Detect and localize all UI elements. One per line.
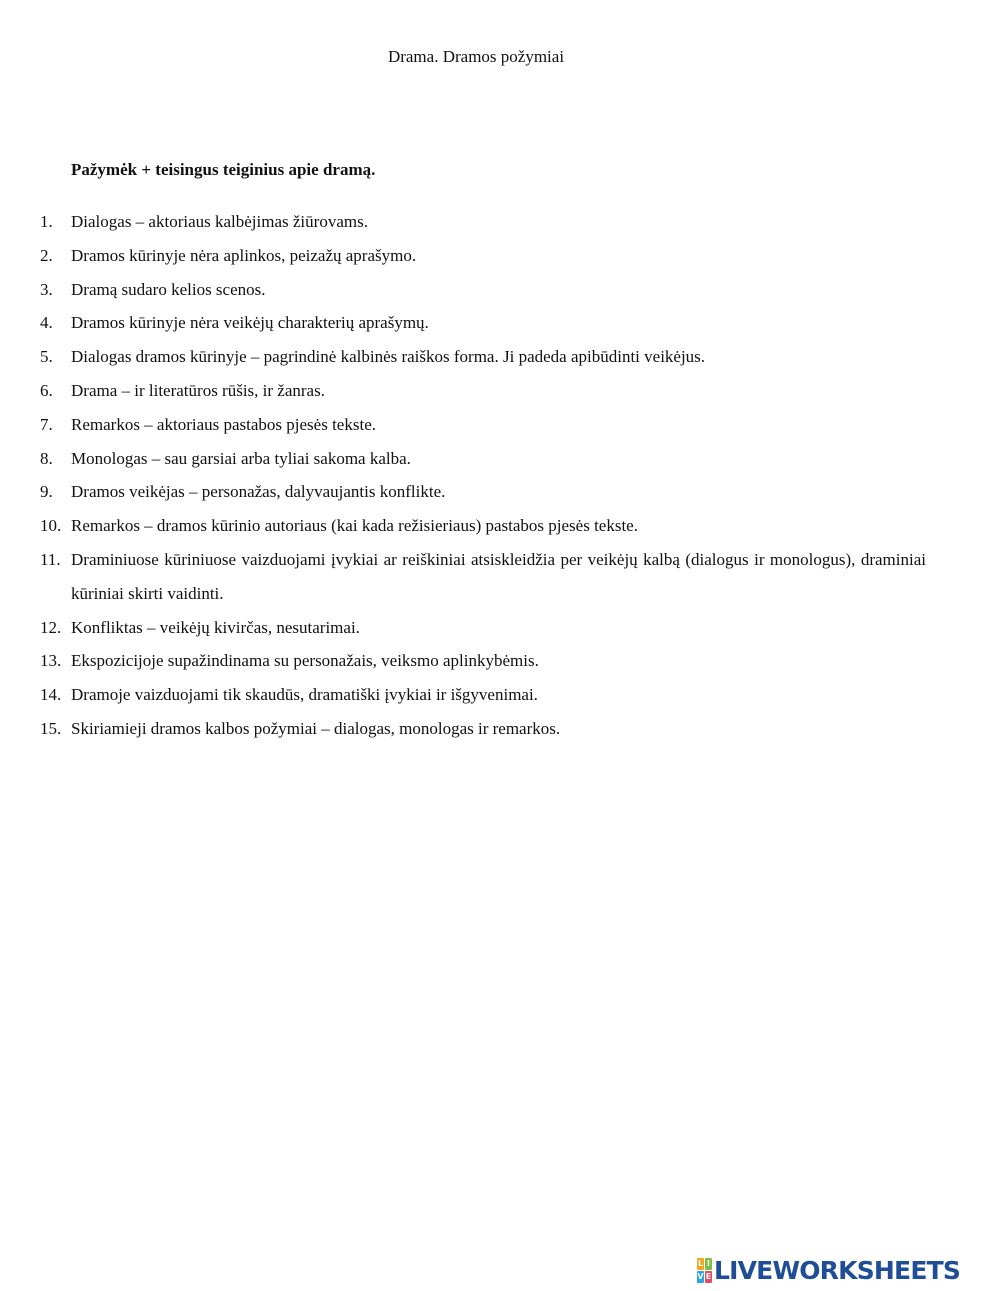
- statement-item: [40, 408, 926, 442]
- statement-number: 11.: [40, 549, 61, 569]
- statement-item: [40, 239, 926, 273]
- statement-number: 10.: [40, 516, 62, 536]
- statement-number: 6.: [40, 380, 53, 400]
- statement-number: 14.: [40, 685, 62, 705]
- statement-list: [40, 205, 926, 746]
- statement-number: 5.: [40, 347, 53, 367]
- statement-number: 1.: [40, 212, 53, 231]
- logo-block: E: [705, 1272, 712, 1281]
- logo-block: I: [705, 1258, 712, 1270]
- statement-text: Monologas – sau garsiai arba tyliai sakoma kalba.: [71, 448, 411, 468]
- statement-number: 13.: [40, 651, 62, 671]
- logo-block: V: [697, 1272, 704, 1281]
- statement-item: [40, 509, 926, 543]
- statement-item: [40, 442, 926, 476]
- statement-text: Dialogas dramos kūrinyje – pagrindinė kalbinės raiškos forma. Ji padeda apibūdinti veikėjus.: [71, 347, 706, 367]
- statement-text: Drama – ir literatūros rūšis, ir žanras.: [71, 380, 325, 400]
- logo-block: L: [697, 1259, 704, 1268]
- statement-number: 2.: [40, 245, 53, 265]
- statement-text: Ekspozicijoje supažindinama su personažais, veiksmo aplinkybėmis.: [71, 651, 539, 671]
- statement-number: 15.: [40, 718, 62, 738]
- statement-text: Dramą sudaro kelios scenos.: [71, 279, 266, 299]
- logo-icon: [697, 1258, 712, 1283]
- statement-text: Remarkos – aktoriaus pastabos pjesės tekste.: [71, 414, 376, 434]
- statement-item: [40, 374, 926, 408]
- statement-item: [40, 712, 926, 746]
- statement-number: 3.: [40, 279, 53, 299]
- statement-number: 7.: [40, 414, 53, 434]
- statement-item: [40, 475, 926, 509]
- document-title: Drama. Dramos požymiai: [387, 47, 565, 66]
- statement-text: Dialogas – aktoriaus kalbėjimas žiūrovams.: [71, 212, 368, 231]
- statement-item: [40, 644, 926, 678]
- statement-text: Konfliktas – veikėjų kivirčas, nesutarimai.: [71, 617, 360, 637]
- statement-text: Remarkos – dramos kūrinio autoriaus (kai kada režisieriaus) pastabos pjesės tekste.: [71, 516, 638, 536]
- statement-text: Draminiuose kūriniuose vaizduojami įvykiai ar reiškiniai atsiskleidžia per veikėjų kalbą (dialogus ir monologus), draminiai kūriniai skirti vaidinti.: [71, 549, 926, 603]
- statement-item: [40, 306, 926, 340]
- statement-text: Dramos veikėjas – personažas, dalyvaujantis konflikte.: [71, 482, 446, 502]
- statement-item: [40, 543, 926, 611]
- statement-number: 8.: [40, 448, 53, 468]
- instruction-text: Pažymėk + teisingus teiginius apie dramą.: [71, 160, 376, 179]
- statement-text: Dramos kūrinyje nėra aplinkos, peizažų aprašymo.: [71, 245, 417, 265]
- statement-item: [40, 273, 926, 307]
- statement-item: [40, 340, 926, 374]
- logo-text: LIVEWORKSHEETS: [714, 1255, 961, 1285]
- liveworksheets-logo: [697, 1254, 960, 1286]
- statement-text: Dramos kūrinyje nėra veikėjų charakterių aprašymų.: [71, 313, 429, 333]
- statement-number: 9.: [40, 482, 53, 502]
- statement-number: 12.: [40, 617, 62, 637]
- statement-item: [40, 205, 926, 239]
- statement-item: [40, 611, 926, 645]
- statement-number: 4.: [40, 313, 53, 333]
- statement-text: Skiriamieji dramos kalbos požymiai – dialogas, monologas ir remarkos.: [71, 718, 561, 738]
- statement-text: Dramoje vaizduojami tik skaudūs, dramatiški įvykiai ir išgyvenimai.: [71, 685, 538, 705]
- statement-item: [40, 678, 926, 712]
